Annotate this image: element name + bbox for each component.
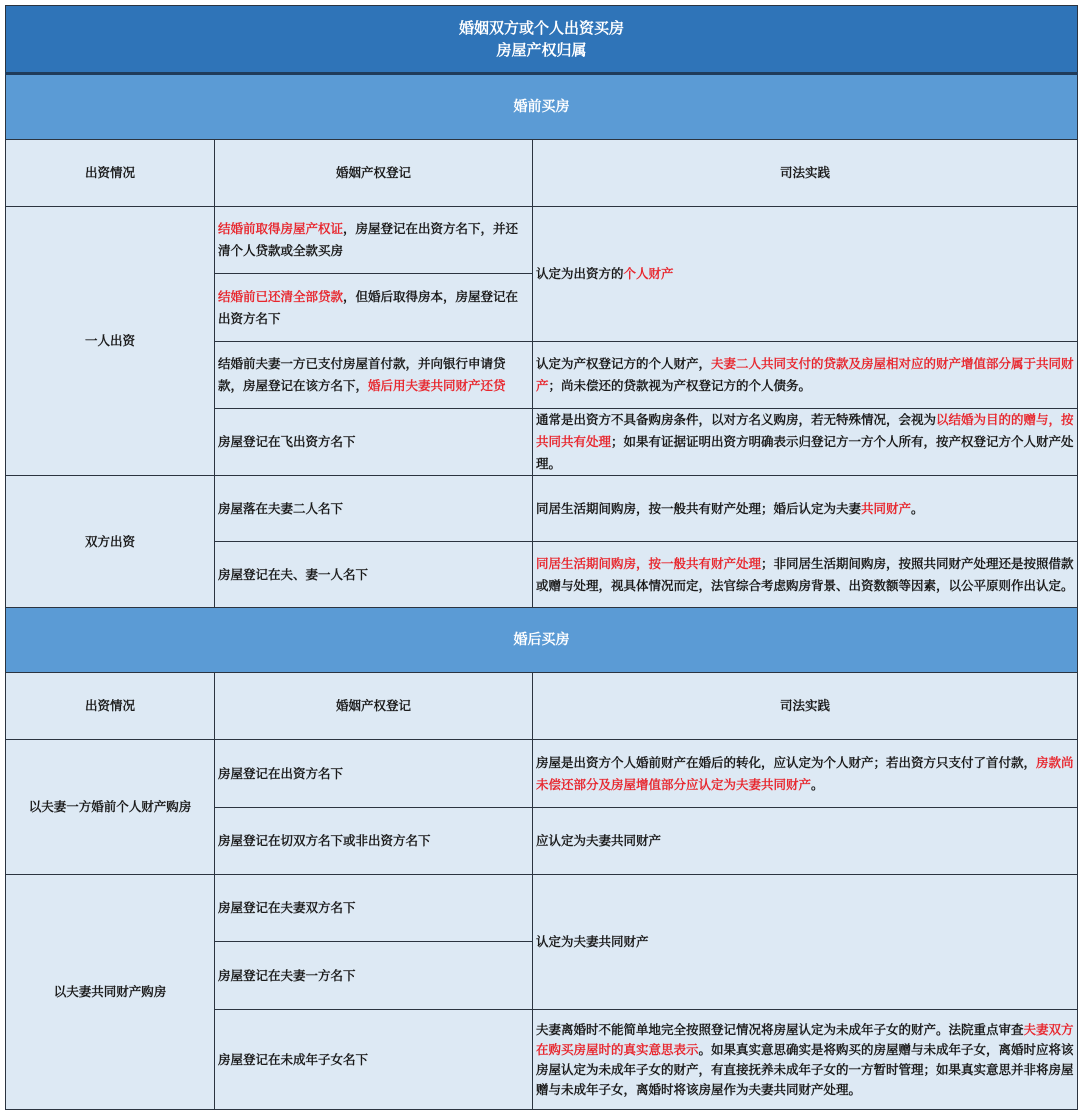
- section-row-before: [6, 74, 1078, 140]
- practice-cell: [533, 342, 1078, 409]
- registration-cell: 房屋落在夫妻二人名下: [215, 476, 533, 542]
- funding-both-parties: 双方出资: [6, 476, 215, 608]
- registration-text: ，房屋登记在出资方名下，并还清个人贷款或全款买房: [218, 221, 519, 258]
- registration-cell: [215, 207, 533, 274]
- col-header-practice: 司法实践: [533, 140, 1078, 207]
- practice-cell: [533, 740, 1078, 808]
- highlight-text: 房款尚未偿还部分及房屋增值部分应认定为夫妻共同财产: [536, 754, 1074, 792]
- highlight-text: 个人财产: [623, 266, 674, 281]
- registration-cell: 房屋登记在夫、妻一人名下: [215, 542, 533, 608]
- highlight-text: 同居生活期间购房，按一般共有财产处理: [536, 555, 762, 571]
- practice-cell: 应认定为夫妻共同财产: [533, 808, 1078, 875]
- highlight-text: 婚后用夫妻共同财产还贷: [368, 378, 506, 393]
- col-header-registration: 婚姻产权登记: [215, 673, 533, 740]
- practice-text: 认定为出资方的: [536, 266, 624, 281]
- practice-cell: [533, 542, 1078, 608]
- table-row: [6, 875, 1078, 942]
- practice-cell: [533, 476, 1078, 542]
- registration-cell: 房屋登记在夫妻一方名下: [215, 942, 533, 1010]
- col-header-funding: 出资情况: [6, 673, 215, 740]
- table-title: [6, 6, 1078, 74]
- title-row: [6, 6, 1078, 74]
- table-row: [6, 740, 1078, 808]
- title-line-1: 婚姻双方或个人出资买房: [459, 19, 625, 37]
- registration-cell: 房屋登记在未成年子女名下: [215, 1010, 533, 1110]
- practice-text: 同居生活期间购房，按一般共有财产处理；婚后认定为夫妻: [536, 500, 862, 516]
- section-header-before-marriage: 婚前买房: [6, 74, 1078, 140]
- registration-cell: 房屋登记在飞出资方名下: [215, 409, 533, 476]
- practice-text: 。如果真实意思确实是将购买的房屋赠与未成年子女，离婚时应将该房屋认定为未成年子女的财产，有直接抚养未成年子女的一方暂时管理；如果真实意思并非将房屋赠与未成年子女，离婚时将该房屋作为夫妻共同财产处理。: [536, 1041, 1074, 1097]
- practice-text: ；尚未偿还的贷款视为产权登记方的个人债务。: [548, 378, 812, 393]
- table-row: [6, 207, 1078, 274]
- practice-cell: [533, 409, 1078, 476]
- registration-text: ，但婚后取得房本，房屋登记在出资方名下: [218, 288, 519, 326]
- registration-cell: 房屋登记在出资方名下: [215, 740, 533, 808]
- table-row: [6, 476, 1078, 542]
- practice-text: 。: [811, 776, 824, 792]
- practice-text: ；如果有证据证明出资方明确表示归登记方一方个人所有，按产权登记方个人财产处理。: [536, 434, 1074, 471]
- column-header-row: [6, 673, 1078, 740]
- property-ownership-table: [5, 5, 1078, 1110]
- registration-cell: 房屋登记在切双方名下或非出资方名下: [215, 808, 533, 875]
- highlight-text: 结婚前已还清全部贷款: [218, 288, 344, 304]
- registration-cell: [215, 274, 533, 342]
- highlight-text: 共同财产: [861, 500, 912, 516]
- funding-one-party: 一人出资: [6, 207, 215, 476]
- practice-text: 。: [911, 500, 924, 516]
- practice-text: 房屋是出资方个人婚前财产在婚后的转化，应认定为个人财产；若出资方只支付了首付款，: [536, 754, 1037, 770]
- registration-text: 结婚前夫妻一方已支付房屋首付款，并向银行申请贷款，房屋登记在该方名下，: [218, 356, 506, 393]
- practice-text: ；非同居生活期间购房，按照共同财产处理还是按照借款或赠与处理，视具体情况而定，法官综合考虑购房背景、出资数额等因素，以公平原则作出认定。: [536, 555, 1074, 593]
- highlight-text: 夫妻二人共同支付的贷款及房屋相对应的财产增值部分属于共同财产: [536, 356, 1074, 393]
- funding-joint-property: 以夫妻共同财产购房: [6, 875, 215, 1110]
- practice-text: 夫妻离婚时不能简单地完全按照登记情况将房屋认定为未成年子女的财产。法院重点审查: [536, 1021, 1024, 1037]
- practice-text: 认定为产权登记方的个人财产，: [536, 356, 712, 371]
- highlight-text: 结婚前取得房屋产权证: [218, 221, 344, 236]
- highlight-text: 夫妻双方在购买房屋时的真实意思表示: [536, 1021, 1074, 1057]
- practice-text: 通常是出资方不具备购房条件，以对方名义购房，若无特殊情况，会视为: [536, 412, 937, 427]
- registration-cell: 房屋登记在夫妻双方名下: [215, 875, 533, 942]
- col-header-funding: 出资情况: [6, 140, 215, 207]
- section-row-after: [6, 608, 1078, 673]
- practice-cell: [533, 207, 1078, 342]
- col-header-registration: 婚姻产权登记: [215, 140, 533, 207]
- registration-cell: [215, 342, 533, 409]
- highlight-text: 以结婚为目的的赠与，按共同共有处理: [536, 412, 1074, 449]
- property-ownership-table-container: [5, 5, 1077, 1110]
- title-line-2: 房屋产权归属: [496, 41, 587, 59]
- practice-cell: [533, 1010, 1078, 1110]
- col-header-practice: 司法实践: [533, 673, 1078, 740]
- practice-cell: 认定为夫妻共同财产: [533, 875, 1078, 1010]
- section-header-after-marriage: 婚后买房: [6, 608, 1078, 673]
- funding-premarital-personal: 以夫妻一方婚前个人财产购房: [6, 740, 215, 875]
- column-header-row: [6, 140, 1078, 207]
